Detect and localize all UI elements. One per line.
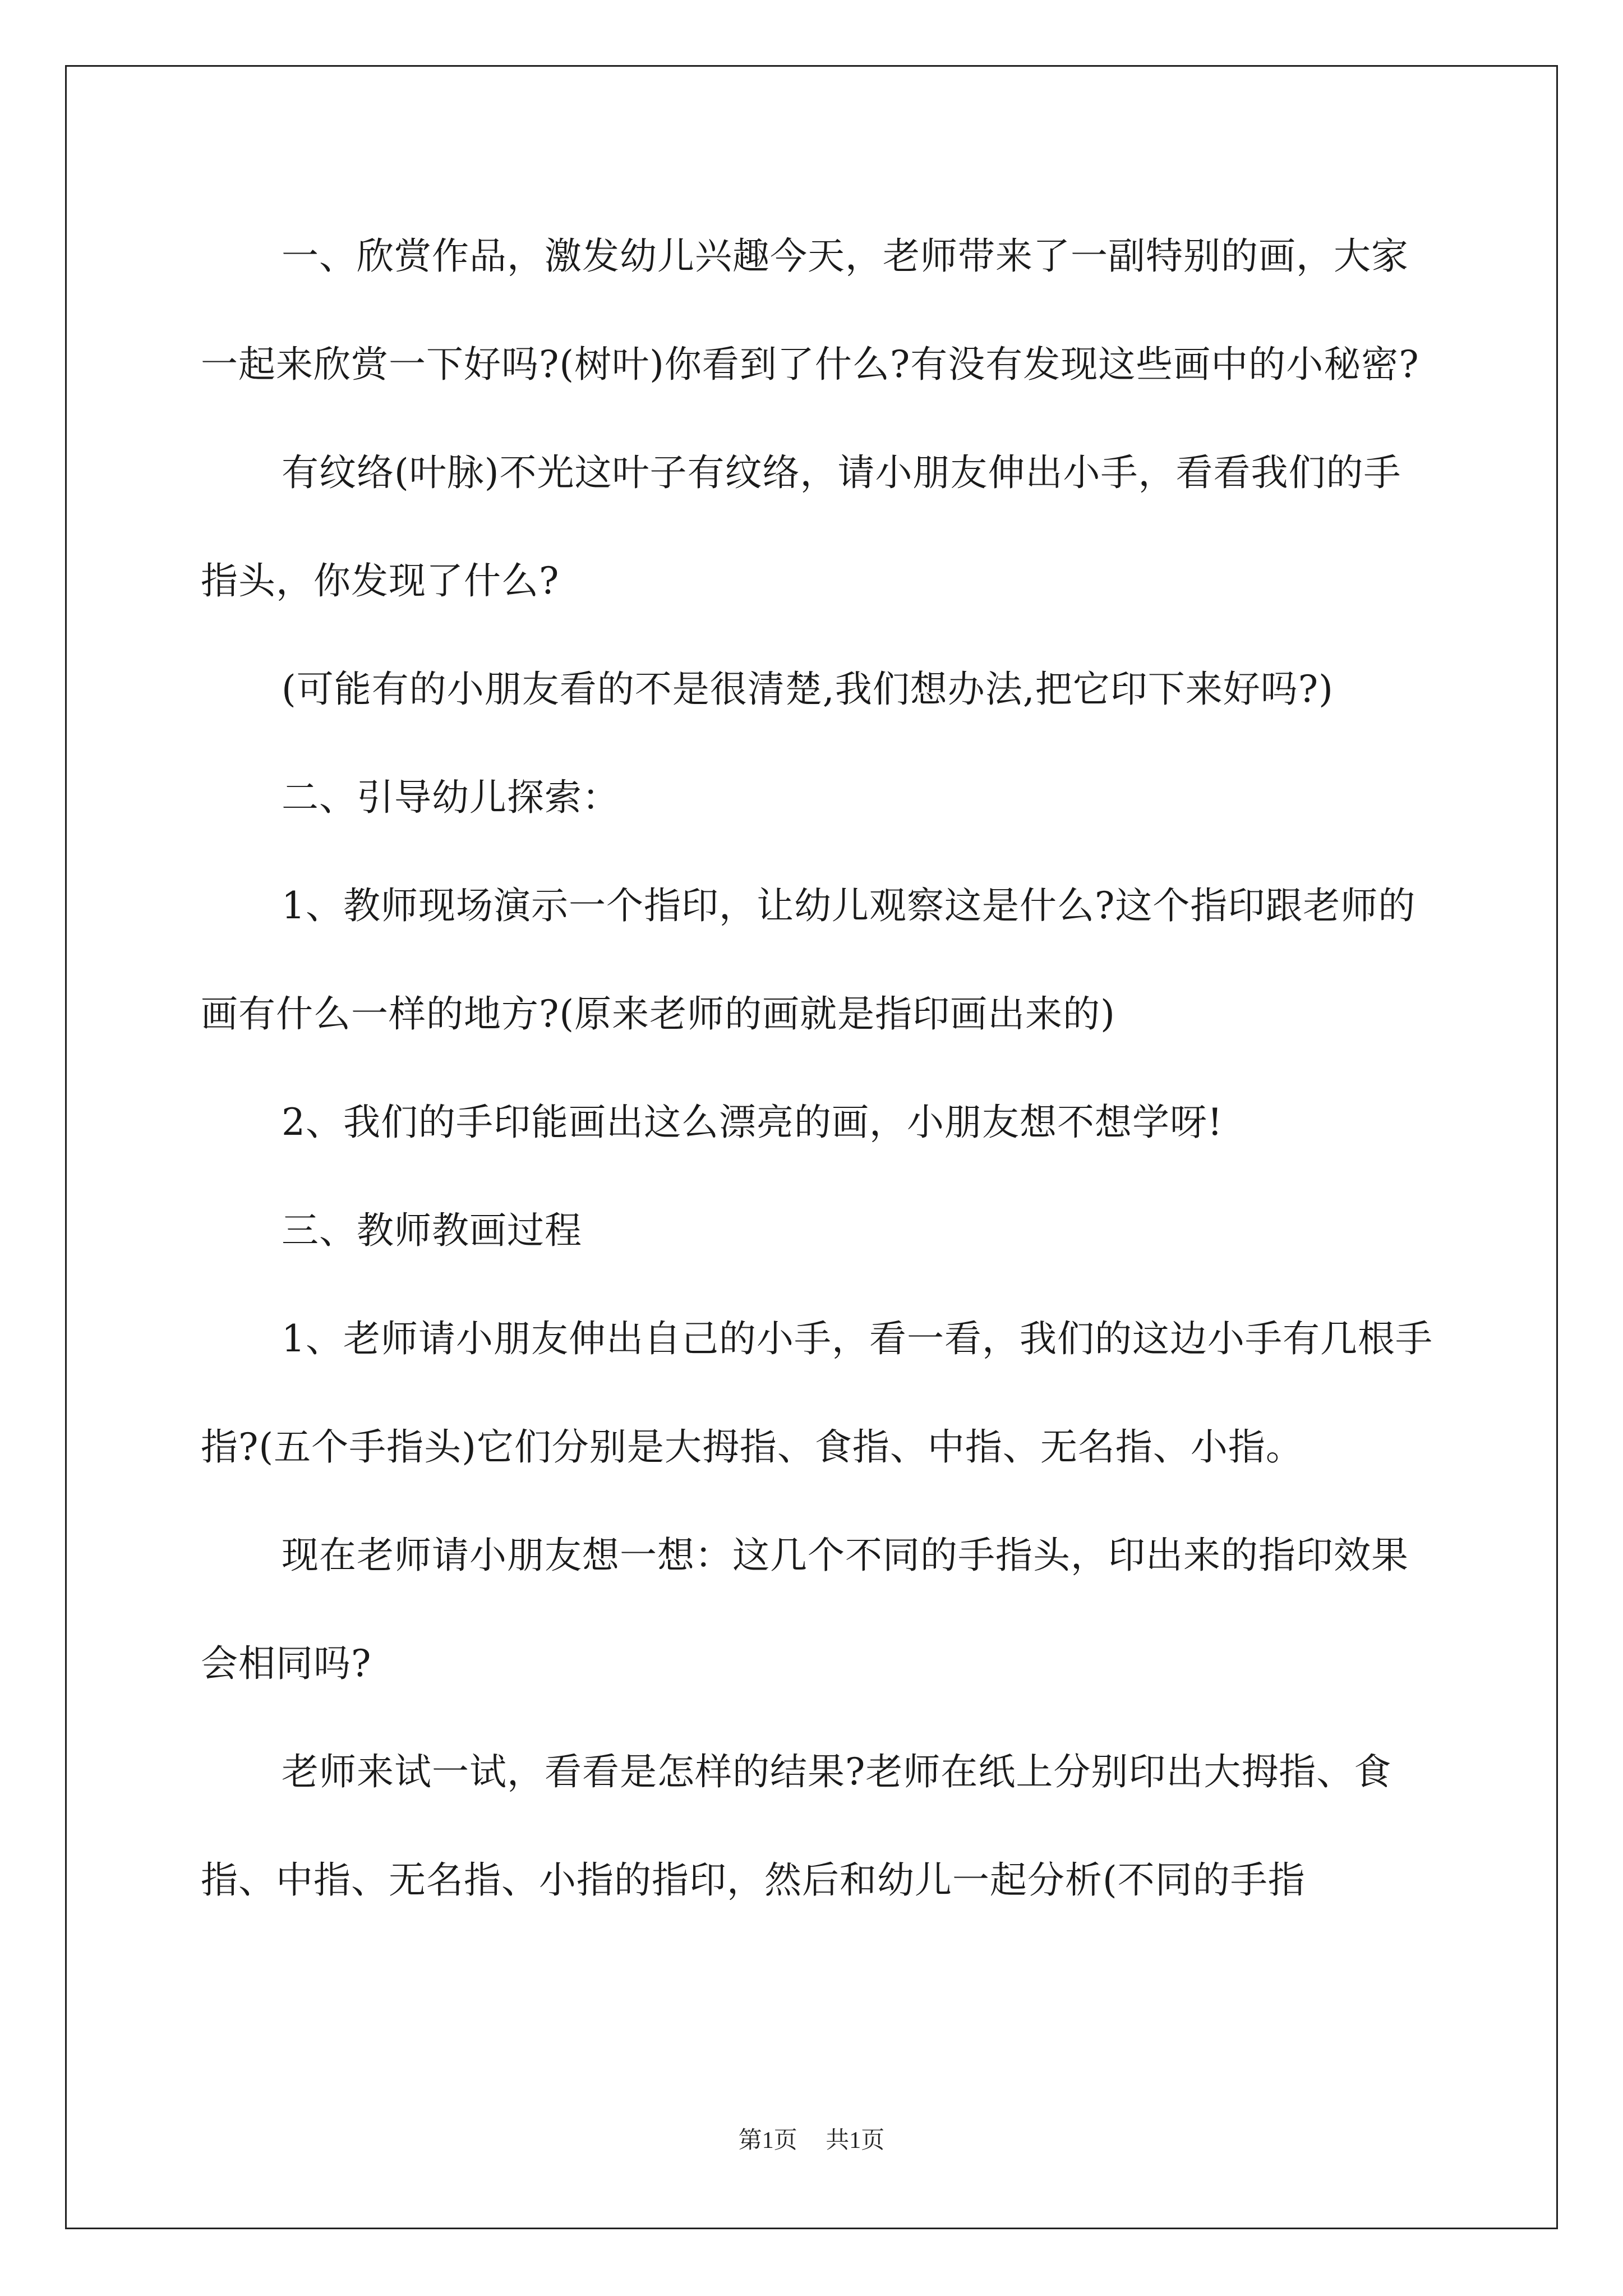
- document-body: [201, 202, 1435, 1934]
- page-total: 共1页: [826, 2128, 885, 2154]
- paragraph: 老师来试一试，看看是怎样的结果?老师在纸上分别印出大拇指、食指、中指、无名指、小指的指印，然后和幼儿一起分析(不同的手指: [201, 1750, 1392, 1902]
- paragraph: 2、我们的手印能画出这么漂亮的画，小朋友想不想学呀!: [282, 1101, 1223, 1144]
- paragraph: 1、老师请小朋友伸出自己的小手，看一看，我们的这边小手有几根手指?(五个手指头)它们分别是大拇指、食指、中指、无名指、小指。: [201, 1317, 1433, 1469]
- paragraph: 1、教师现场演示一个指印，让幼儿观察这是什么?这个指印跟老师的画有什么一样的地方?(原来老师的画就是指印画出来的): [201, 884, 1416, 1036]
- page-number: 第1页: [738, 2128, 797, 2154]
- paragraph: 现在老师请小朋友想一想：这几个不同的手指头，印出来的指印效果会相同吗?: [201, 1534, 1409, 1685]
- paragraph: (可能有的小朋友看的不是很清楚,我们想办法,把它印下来好吗?): [282, 668, 1334, 711]
- section-heading: 三、教师教画过程: [282, 1209, 582, 1252]
- page-footer: [0, 2122, 1623, 2155]
- paragraph: 一、欣赏作品，激发幼儿兴趣今天，老师带来了一副特别的画，大家一起来欣赏一下好吗?(树叶)你看到了什么?有没有发现这些画中的小秘密?: [201, 234, 1419, 386]
- section-heading: 二、引导幼儿探索：: [282, 776, 620, 819]
- paragraph: 有纹络(叶脉)不光这叶子有纹络，请小朋友伸出小手，看看我们的手指头，你发现了什么?: [201, 451, 1401, 602]
